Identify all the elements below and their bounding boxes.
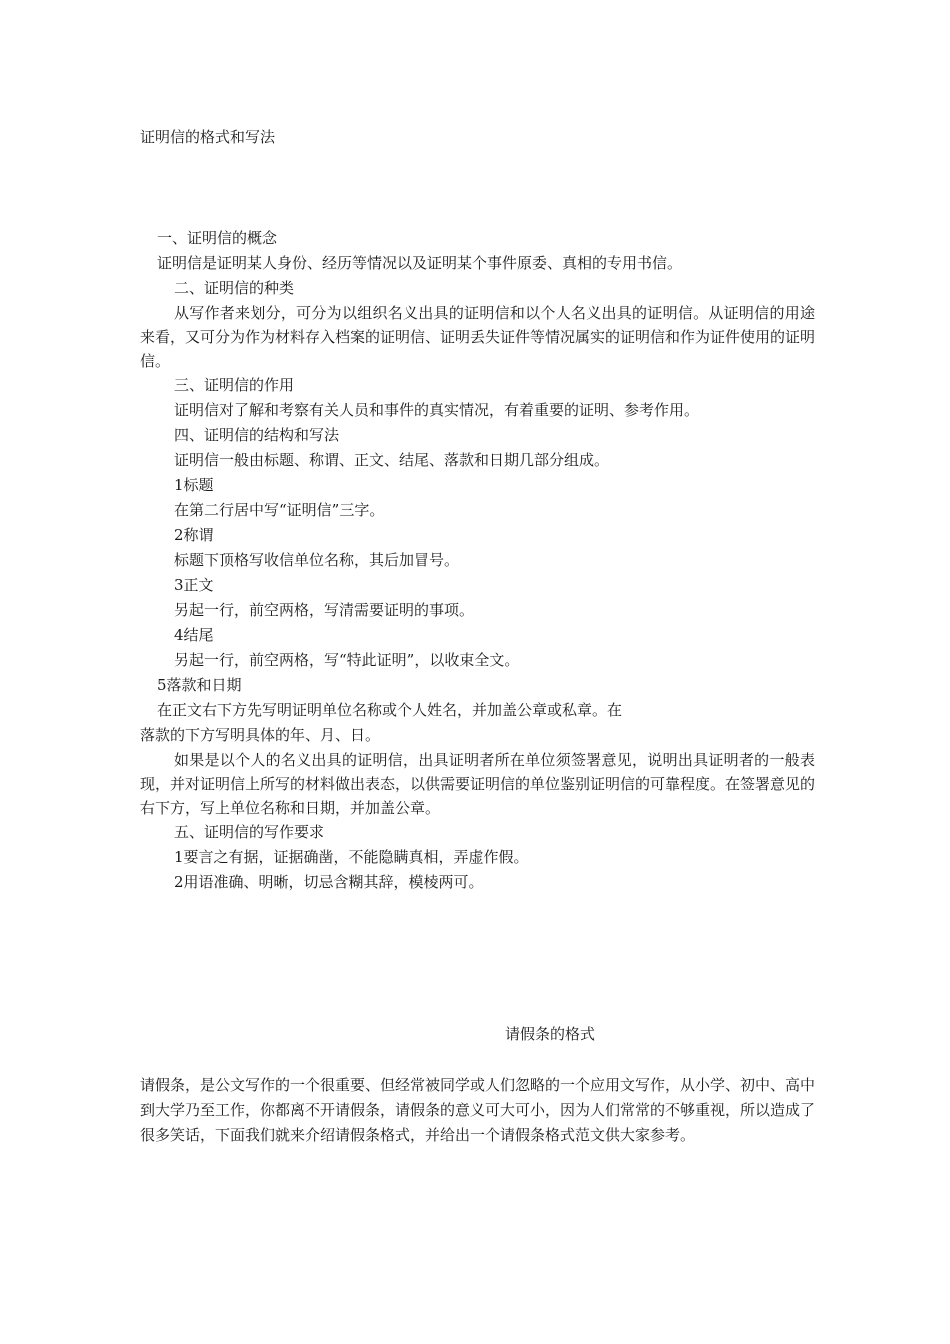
section-heading-concept: 一、证明信的概念 <box>157 229 278 247</box>
certificate-section <box>140 226 815 895</box>
item-text-body: 另起一行，前空两格，写清需要证明的事项。 <box>174 601 475 619</box>
item-heading-salutation: 2称谓 <box>174 526 214 544</box>
requirement-1: 1要言之有据，证据确凿，不能隐瞒真相，弄虚作假。 <box>174 848 529 866</box>
section-heading-requirements: 五、证明信的写作要求 <box>174 823 325 841</box>
personal-certificate-text: 如果是以个人的名义出具的证明信，出具证明者所在单位须签署意见，说明出具证明者的一般表现，并对证明信上所写的材料做出表态，以供需要证明信的单位鉴别证明信的可靠程度。在签署意见的右下方，写上单位名称和日期，并加盖公章。 <box>140 751 816 817</box>
item-text-signature-line2: 落款的下方写明具体的年、月、日。 <box>140 726 381 744</box>
item-heading-body: 3正文 <box>174 576 214 594</box>
section-heading-purpose: 三、证明信的作用 <box>174 376 295 394</box>
leave-note-title: 请假条的格式 <box>504 1025 595 1043</box>
section-heading-structure: 四、证明信的结构和写法 <box>174 426 340 444</box>
structure-text: 证明信一般由标题、称谓、正文、结尾、落款和日期几部分组成。 <box>174 451 610 469</box>
types-text: 从写作者来划分，可分为以组织名义出具的证明信和以个人名义出具的证明信。从证明信的用途来看，又可分为作为材料存入档案的证明信、证明丢失证件等情况属实的证明信和作为证件使用的证明信。 <box>140 304 816 370</box>
document-title: 证明信的格式和写法 <box>140 128 276 146</box>
item-text-ending: 另起一行，前空两格，写“特此证明”，以收束全文。 <box>174 651 520 669</box>
item-heading-title: 1标题 <box>174 476 214 494</box>
item-heading-signature: 5落款和日期 <box>157 676 242 694</box>
item-heading-ending: 4结尾 <box>174 626 214 644</box>
purpose-text: 证明信对了解和考察有关人员和事件的真实情况，有着重要的证明、参考作用。 <box>174 401 700 419</box>
section-heading-types: 二、证明信的种类 <box>174 279 295 297</box>
item-text-title: 在第二行居中写“证明信”三字。 <box>174 501 385 519</box>
item-text-signature-line1: 在正文右下方先写明证明单位名称或个人姓名，并加盖公章或私章。在 <box>157 701 623 719</box>
item-text-salutation: 标题下顶格写收信单位名称，其后加冒号。 <box>174 551 460 569</box>
leave-note-intro: 请假条，是公文写作的一个很重要、但经常被同学或人们忽略的一个应用文写作，从小学、初中、高中到大学乃至工作，你都离不开请假条，请假条的意义可大可小，因为人们常常的不够重视，所以造成了很多笑话，下面我们就来介绍请假条格式，并给出一个请假条格式范文供大家参考。 <box>140 1076 816 1144</box>
concept-text: 证明信是证明某人身份、经历等情况以及证明某个事件原委、真相的专用书信。 <box>157 254 683 272</box>
requirement-2: 2用语准确、明晰，切忌含糊其辞，模棱两可。 <box>174 873 484 891</box>
